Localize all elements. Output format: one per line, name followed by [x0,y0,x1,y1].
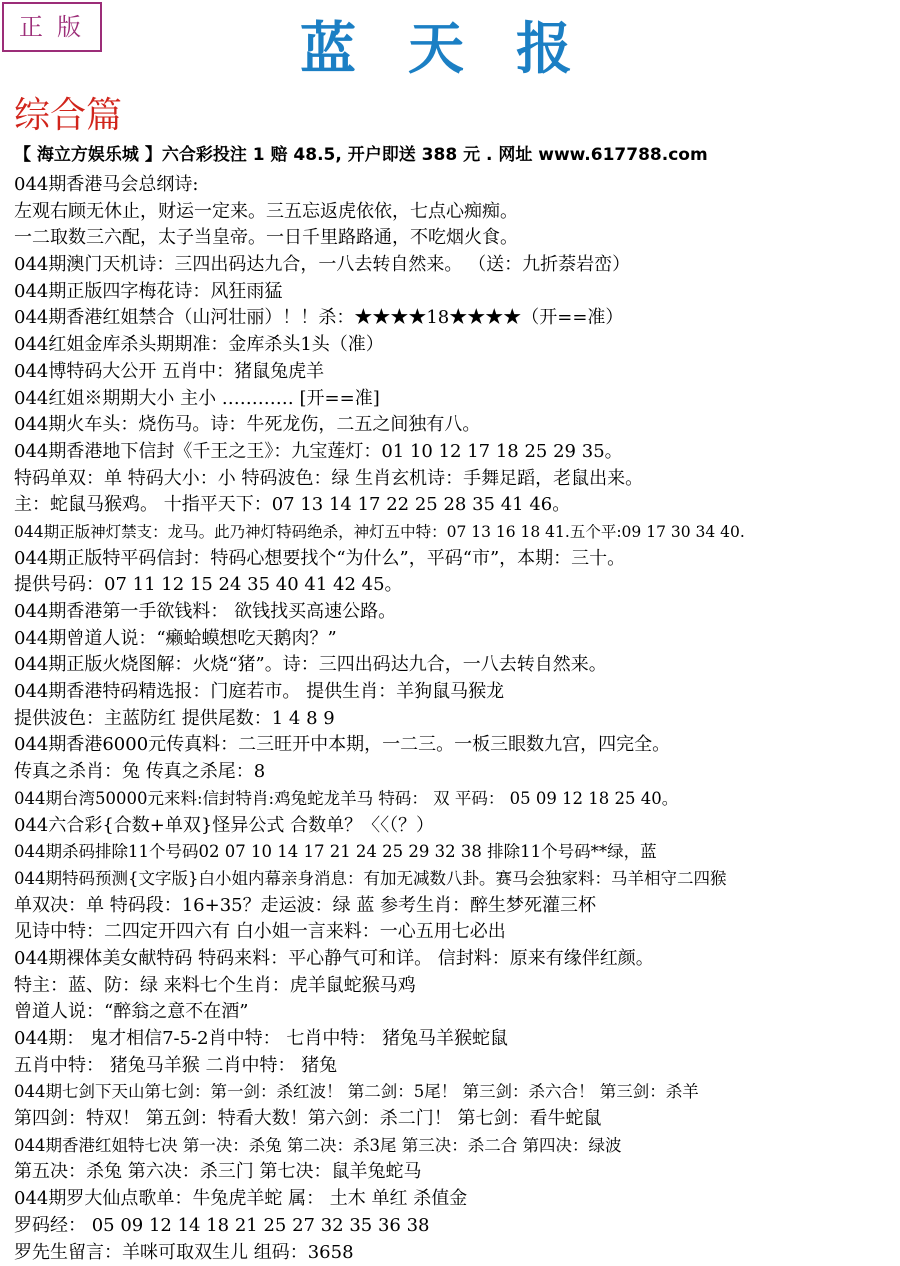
content-line: 044期香港红姐禁合（山河壮丽）！！杀：★★★★18★★★★（开==准） [14,305,898,332]
content-line: 044红姐※期期大小 主小 ………… [开==准] [14,386,898,413]
content-line: 五肖中特： 猪兔马羊猴 二肖中特： 猪兔 [14,1053,898,1080]
content-line: 特码单双：单 特码大小：小 特码波色：绿 生肖玄机诗：手舞足蹈，老鼠出来。 [14,466,898,493]
content-line: 第五决：杀兔 第六决：杀三门 第七决：鼠羊兔蛇马 [14,1159,898,1186]
content-line: 曾道人说：“醉翁之意不在酒” [14,999,898,1026]
content-line: 特主：蓝、防：绿 来料七个生肖：虎羊鼠蛇猴马鸡 [14,973,898,1000]
content-line: 第四剑：特双！ 第五剑：特看大数！第六剑：杀二门！ 第七剑：看牛蛇鼠 [14,1106,898,1133]
content-line: 044期裸体美女献特码 特码来料：平心静气可和详。 信封料：原来有缘伴红颜。 [14,946,898,973]
content-line: 044期香港第一手欲钱料： 欲钱找买高速公路。 [14,599,898,626]
content-line: 提供号码：07 11 12 15 24 35 40 41 42 45。 [14,572,898,599]
content-line: 044红姐金库杀头期期准：金库杀头1头（准） [14,332,898,359]
section-title: 综合篇 [14,92,122,140]
content-line: 044期罗大仙点歌单：牛兔虎羊蛇 属： 土木 单红 杀值金 [14,1186,898,1213]
content-line: 044期香港6000元传真料：二三旺开中本期，一二三。一板三眼数九宫，四完全。 [14,732,898,759]
content-line: 044期火车头：烧伤马。诗：牛死龙伤，二五之间独有八。 [14,412,898,439]
content-line: 044博特码大公开 五肖中：猪鼠兔虎羊 [14,359,898,386]
content-line: 044期正版四字梅花诗：风狂雨猛 [14,279,898,306]
content-line: 044期澳门天机诗：三四出码达九合，一八去转自然来。 （送：九折萘岩峦） [14,252,898,279]
content-line: 提供波色：主蓝防红 提供尾数：1 4 8 9 [14,706,898,733]
content-line: 罗码经： 05 09 12 14 18 21 25 27 32 35 36 38 [14,1213,898,1240]
content-line: 主：蛇鼠马猴鸡。 十指平天下：07 13 14 17 22 25 28 35 41 46。 [14,492,898,519]
newspaper-title: 蓝天报 [300,14,630,84]
content-line: 044期： 鬼才相信7-5-2肖中特： 七肖中特： 猪兔马羊猴蛇鼠 [14,1026,898,1053]
content-line: 044期香港红姐特七决 第一决：杀兔 第二决：杀3尾 第三决：杀二合 第四决：绿波 [14,1133,898,1160]
content-line: 一二取数三六配，太子当皇帝。一日千里路路通，不吃烟火食。 [14,225,898,252]
content-lines [14,172,898,1266]
content-line: 左观右顾无休止，财运一定来。三五忘返虎依依，七点心痴痴。 [14,199,898,226]
content-line: 044期杀码排除11个号码02 07 10 14 17 21 24 25 29 32 38 排除11个号码**绿，蓝 [14,839,898,866]
content-line: 044期正版火烧图解：火烧“猪”。诗：三四出码达九合，一八去转自然来。 [14,652,898,679]
content-line: 044期香港马会总纲诗: [14,172,898,199]
content-line: 044期台湾50000元来料:信封特肖:鸡兔蛇龙羊马 特码： 双 平码： 05 09 12 18 25 40。 [14,786,898,813]
promo-banner: 【 海立方娱乐城 】六合彩投注 1 赔 48.5, 开户即送 388 元 . 网址 www.617788.com [14,142,708,168]
content-line: 044期正版特平码信封：特码心想要找个“为什么”，平码“市”，本期：三十。 [14,546,898,573]
content-line: 044期七剑下天山第七剑：第一剑：杀红波！ 第二剑：5尾！ 第三剑：杀六合！ 第三剑：杀羊 [14,1079,898,1106]
content-line: 罗先生留言：羊咪可取双生儿 组码：3658 [14,1240,898,1266]
content-line: 传真之杀肖：兔 传真之杀尾：8 [14,759,898,786]
content-line: 044期香港地下信封《千王之王》：九宝莲灯：01 10 12 17 18 25 29 35。 [14,439,898,466]
content-line: 044期特码预测{文字版}白小姐内幕亲身消息：有加无减数八卦。赛马会独家料：马羊相守二四猴 [14,866,898,893]
content-line: 044六合彩{合数+单双}怪异公式 合数单？〈〈（？） [14,813,898,840]
content-line: 044期曾道人说：“癞蛤蟆想吃天鹅肉？” [14,626,898,653]
content-line: 044期香港特码精选报：门庭若市。 提供生肖：羊狗鼠马猴龙 [14,679,898,706]
content-line: 单双决：单 特码段：16+35？走运波：绿 蓝 参考生肖：醉生梦死灌三杯 [14,893,898,920]
content-line: 044期正版神灯禁支：龙马。此乃神灯特码绝杀，神灯五中特：07 13 16 18 41.五个平:09 17 30 34 40. [14,519,898,546]
genuine-badge: 正版 [2,2,102,52]
content-line: 见诗中特：二四定开四六有 白小姐一言来料：一心五用七必出 [14,919,898,946]
